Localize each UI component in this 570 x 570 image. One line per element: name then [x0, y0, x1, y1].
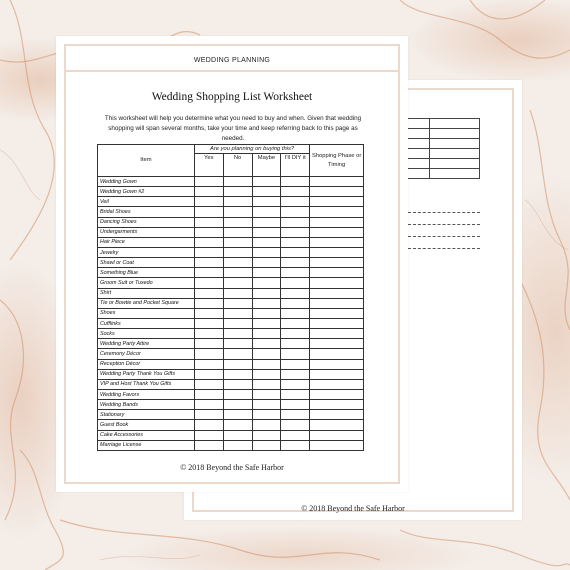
- diy-cell: [281, 308, 310, 318]
- shopping-phase-cell: [310, 339, 364, 349]
- table-row: [98, 288, 364, 298]
- yes-cell: [194, 247, 223, 257]
- shopping-phase-cell: [310, 420, 364, 430]
- item-name: Wedding Party Thank You Gifts: [98, 369, 195, 379]
- yes-cell: [194, 329, 223, 339]
- maybe-cell: [252, 369, 281, 379]
- shopping-phase-cell: [310, 207, 364, 217]
- table-row: [98, 329, 364, 339]
- yes-cell: [194, 349, 223, 359]
- table-row: [98, 197, 364, 207]
- shopping-phase-cell: [310, 177, 364, 187]
- item-name: Undergarments: [98, 227, 195, 237]
- diy-cell: [281, 339, 310, 349]
- no-cell: [223, 237, 252, 247]
- table-row: [98, 440, 364, 450]
- diy-cell: [281, 400, 310, 410]
- diy-cell: [281, 237, 310, 247]
- yes-cell: [194, 420, 223, 430]
- maybe-cell: [252, 359, 281, 369]
- shopping-phase-cell: [310, 258, 364, 268]
- item-name: Stationary: [98, 410, 195, 420]
- maybe-cell: [252, 400, 281, 410]
- maybe-cell: [252, 237, 281, 247]
- blank-line: [408, 224, 480, 225]
- no-cell: [223, 258, 252, 268]
- no-cell: [223, 227, 252, 237]
- table-row: [98, 318, 364, 328]
- shopping-phase-cell: [310, 318, 364, 328]
- shopping-phase-cell: [310, 389, 364, 399]
- diy-cell: [281, 197, 310, 207]
- diy-cell: [281, 227, 310, 237]
- yes-cell: [194, 298, 223, 308]
- diy-cell: [281, 268, 310, 278]
- yes-cell: [194, 258, 223, 268]
- no-cell: [223, 177, 252, 187]
- blank-line: [408, 212, 480, 213]
- maybe-cell: [252, 410, 281, 420]
- shopping-phase-cell: [310, 268, 364, 278]
- maybe-cell: [252, 207, 281, 217]
- no-cell: [223, 197, 252, 207]
- item-name: Reception Décor: [98, 359, 195, 369]
- maybe-cell: [252, 227, 281, 237]
- table-row: [98, 268, 364, 278]
- no-cell: [223, 420, 252, 430]
- item-name: VIP and Host Thank You Gifts: [98, 379, 195, 389]
- shopping-phase-cell: [310, 329, 364, 339]
- table-row: [98, 369, 364, 379]
- diy-cell: [281, 318, 310, 328]
- maybe-cell: [252, 329, 281, 339]
- table-row: [98, 420, 364, 430]
- maybe-cell: [252, 187, 281, 197]
- yes-cell: [194, 278, 223, 288]
- diy-cell: [281, 369, 310, 379]
- yes-cell: [194, 187, 223, 197]
- item-name: Wedding Bands: [98, 400, 195, 410]
- yes-cell: [194, 400, 223, 410]
- table-row: [98, 177, 364, 187]
- maybe-cell: [252, 247, 281, 257]
- diy-cell: [281, 329, 310, 339]
- yes-cell: [194, 430, 223, 440]
- no-cell: [223, 369, 252, 379]
- no-cell: [223, 349, 252, 359]
- maybe-cell: [252, 379, 281, 389]
- diy-cell: [281, 359, 310, 369]
- yes-cell: [194, 197, 223, 207]
- table-row: [98, 339, 364, 349]
- maybe-cell: [252, 217, 281, 227]
- no-cell: [223, 389, 252, 399]
- no-cell: [223, 400, 252, 410]
- table-row: [98, 207, 364, 217]
- maybe-cell: [252, 288, 281, 298]
- shopping-phase-cell: [310, 298, 364, 308]
- no-cell: [223, 329, 252, 339]
- no-cell: [223, 410, 252, 420]
- maybe-cell: [252, 298, 281, 308]
- item-name: Jewelry: [98, 247, 195, 257]
- shopping-phase-cell: [310, 410, 364, 420]
- diy-cell: [281, 440, 310, 450]
- item-name: Wedding Party Attire: [98, 339, 195, 349]
- item-name: Wedding Favors: [98, 389, 195, 399]
- shopping-phase-cell: [310, 430, 364, 440]
- diy-cell: [281, 288, 310, 298]
- no-cell: [223, 440, 252, 450]
- maybe-cell: [252, 389, 281, 399]
- item-rows: [98, 177, 364, 451]
- yes-cell: [194, 318, 223, 328]
- no-cell: [223, 298, 252, 308]
- table-row: [98, 247, 364, 257]
- maybe-cell: [252, 440, 281, 450]
- page-title: Wedding Shopping List Worksheet: [151, 91, 313, 103]
- maybe-cell: [252, 278, 281, 288]
- front-page-footer: © 2018 Beyond the Safe Harbor: [180, 463, 284, 472]
- shopping-phase-cell: [310, 379, 364, 389]
- diy-cell: [281, 187, 310, 197]
- diy-cell: [281, 389, 310, 399]
- item-name: Veil: [98, 197, 195, 207]
- no-cell: [223, 379, 252, 389]
- no-cell: [223, 187, 252, 197]
- item-name: Shirt: [98, 288, 195, 298]
- item-name: Socks: [98, 329, 195, 339]
- blank-line: [408, 248, 480, 249]
- maybe-cell: [252, 308, 281, 318]
- no-cell: [223, 339, 252, 349]
- maybe-cell: [252, 349, 281, 359]
- table-row: [98, 298, 364, 308]
- header-divider: [64, 70, 400, 72]
- yes-cell: [194, 440, 223, 450]
- yes-cell: [194, 177, 223, 187]
- item-name: Groom Suit or Tuxedo: [98, 278, 195, 288]
- no-cell: [223, 268, 252, 278]
- shopping-phase-cell: [310, 359, 364, 369]
- shopping-phase-cell: [310, 227, 364, 237]
- shopping-phase-cell: [310, 440, 364, 450]
- maybe-cell: [252, 197, 281, 207]
- back-page-footer: © 2018 Beyond the Safe Harbor: [301, 504, 405, 513]
- yes-cell: [194, 369, 223, 379]
- yes-cell: [194, 410, 223, 420]
- item-name: Cufflinks: [98, 318, 195, 328]
- maybe-column-header: Maybe: [252, 154, 281, 177]
- item-name: Shoes: [98, 308, 195, 318]
- shopping-phase-header: Shopping Phase or Timing: [310, 145, 364, 177]
- yes-cell: [194, 389, 223, 399]
- diy-cell: [281, 298, 310, 308]
- maybe-cell: [252, 339, 281, 349]
- maybe-cell: [252, 177, 281, 187]
- no-cell: [223, 207, 252, 217]
- diy-cell: [281, 430, 310, 440]
- table-row: [98, 308, 364, 318]
- maybe-cell: [252, 430, 281, 440]
- table-row: [98, 278, 364, 288]
- table-row: [98, 217, 364, 227]
- yes-cell: [194, 308, 223, 318]
- diy-cell: [281, 410, 310, 420]
- intro-text: This worksheet will help you determine what you need to buy and when. Given that wedding shopping will span several months, take your time and keep referring back to this page as needed.: [104, 115, 362, 142]
- maybe-cell: [252, 420, 281, 430]
- no-cell: [223, 217, 252, 227]
- page-header: WEDDING PLANNING: [193, 57, 271, 64]
- shopping-list-table: [97, 144, 364, 451]
- yes-cell: [194, 217, 223, 227]
- diy-cell: [281, 278, 310, 288]
- diy-cell: [281, 258, 310, 268]
- table-row: [98, 389, 364, 399]
- shopping-phase-cell: [310, 288, 364, 298]
- yes-cell: [194, 379, 223, 389]
- item-name: Shawl or Coat: [98, 258, 195, 268]
- yes-cell: [194, 359, 223, 369]
- shopping-phase-cell: [310, 197, 364, 207]
- front-worksheet-page: [56, 36, 408, 492]
- yes-cell: [194, 339, 223, 349]
- shopping-phase-cell: [310, 349, 364, 359]
- table-row: [98, 237, 364, 247]
- yes-cell: [194, 207, 223, 217]
- diy-cell: [281, 420, 310, 430]
- item-name: Bridal Shoes: [98, 207, 195, 217]
- no-cell: [223, 359, 252, 369]
- diy-cell: [281, 217, 310, 227]
- no-cell: [223, 247, 252, 257]
- yes-cell: [194, 237, 223, 247]
- back-page-table: [406, 118, 480, 179]
- shopping-phase-cell: [310, 247, 364, 257]
- maybe-cell: [252, 268, 281, 278]
- item-name: Dancing Shoes: [98, 217, 195, 227]
- no-cell: [223, 430, 252, 440]
- item-name: Guest Book: [98, 420, 195, 430]
- diy-cell: [281, 177, 310, 187]
- yes-column-header: Yes: [194, 154, 223, 177]
- table-row: [98, 379, 364, 389]
- yes-cell: [194, 288, 223, 298]
- table-row: [98, 349, 364, 359]
- shopping-phase-cell: [310, 237, 364, 247]
- item-name: Hair Piece: [98, 237, 195, 247]
- shopping-phase-cell: [310, 187, 364, 197]
- item-name: Tie or Bowtie and Pocket Square: [98, 298, 195, 308]
- item-name: Wedding Gown #2: [98, 187, 195, 197]
- table-row: [98, 410, 364, 420]
- yes-cell: [194, 227, 223, 237]
- shopping-phase-cell: [310, 217, 364, 227]
- maybe-cell: [252, 318, 281, 328]
- table-row: [98, 258, 364, 268]
- shopping-phase-cell: [310, 400, 364, 410]
- maybe-cell: [252, 258, 281, 268]
- shopping-phase-cell: [310, 278, 364, 288]
- no-column-header: No: [223, 154, 252, 177]
- item-name: Ceremony Décor: [98, 349, 195, 359]
- table-row: [98, 359, 364, 369]
- yes-cell: [194, 268, 223, 278]
- diy-cell: [281, 379, 310, 389]
- diy-cell: [281, 207, 310, 217]
- diy-cell: [281, 247, 310, 257]
- no-cell: [223, 308, 252, 318]
- item-name: Wedding Gown: [98, 177, 195, 187]
- table-row: [98, 187, 364, 197]
- blank-line: [408, 236, 480, 237]
- no-cell: [223, 288, 252, 298]
- item-name: Something Blue: [98, 268, 195, 278]
- item-column-header: Item: [98, 145, 195, 177]
- no-cell: [223, 278, 252, 288]
- shopping-phase-cell: [310, 369, 364, 379]
- diy-cell: [281, 349, 310, 359]
- table-row: [98, 400, 364, 410]
- no-cell: [223, 318, 252, 328]
- buying-plan-header: Are you planning on buying this?: [194, 145, 309, 154]
- table-row: [98, 430, 364, 440]
- item-name: Cake Accessories: [98, 430, 195, 440]
- shopping-phase-cell: [310, 308, 364, 318]
- item-name: Marriage License: [98, 440, 195, 450]
- table-row: [98, 227, 364, 237]
- diy-column-header: I'll DIY it: [281, 154, 310, 177]
